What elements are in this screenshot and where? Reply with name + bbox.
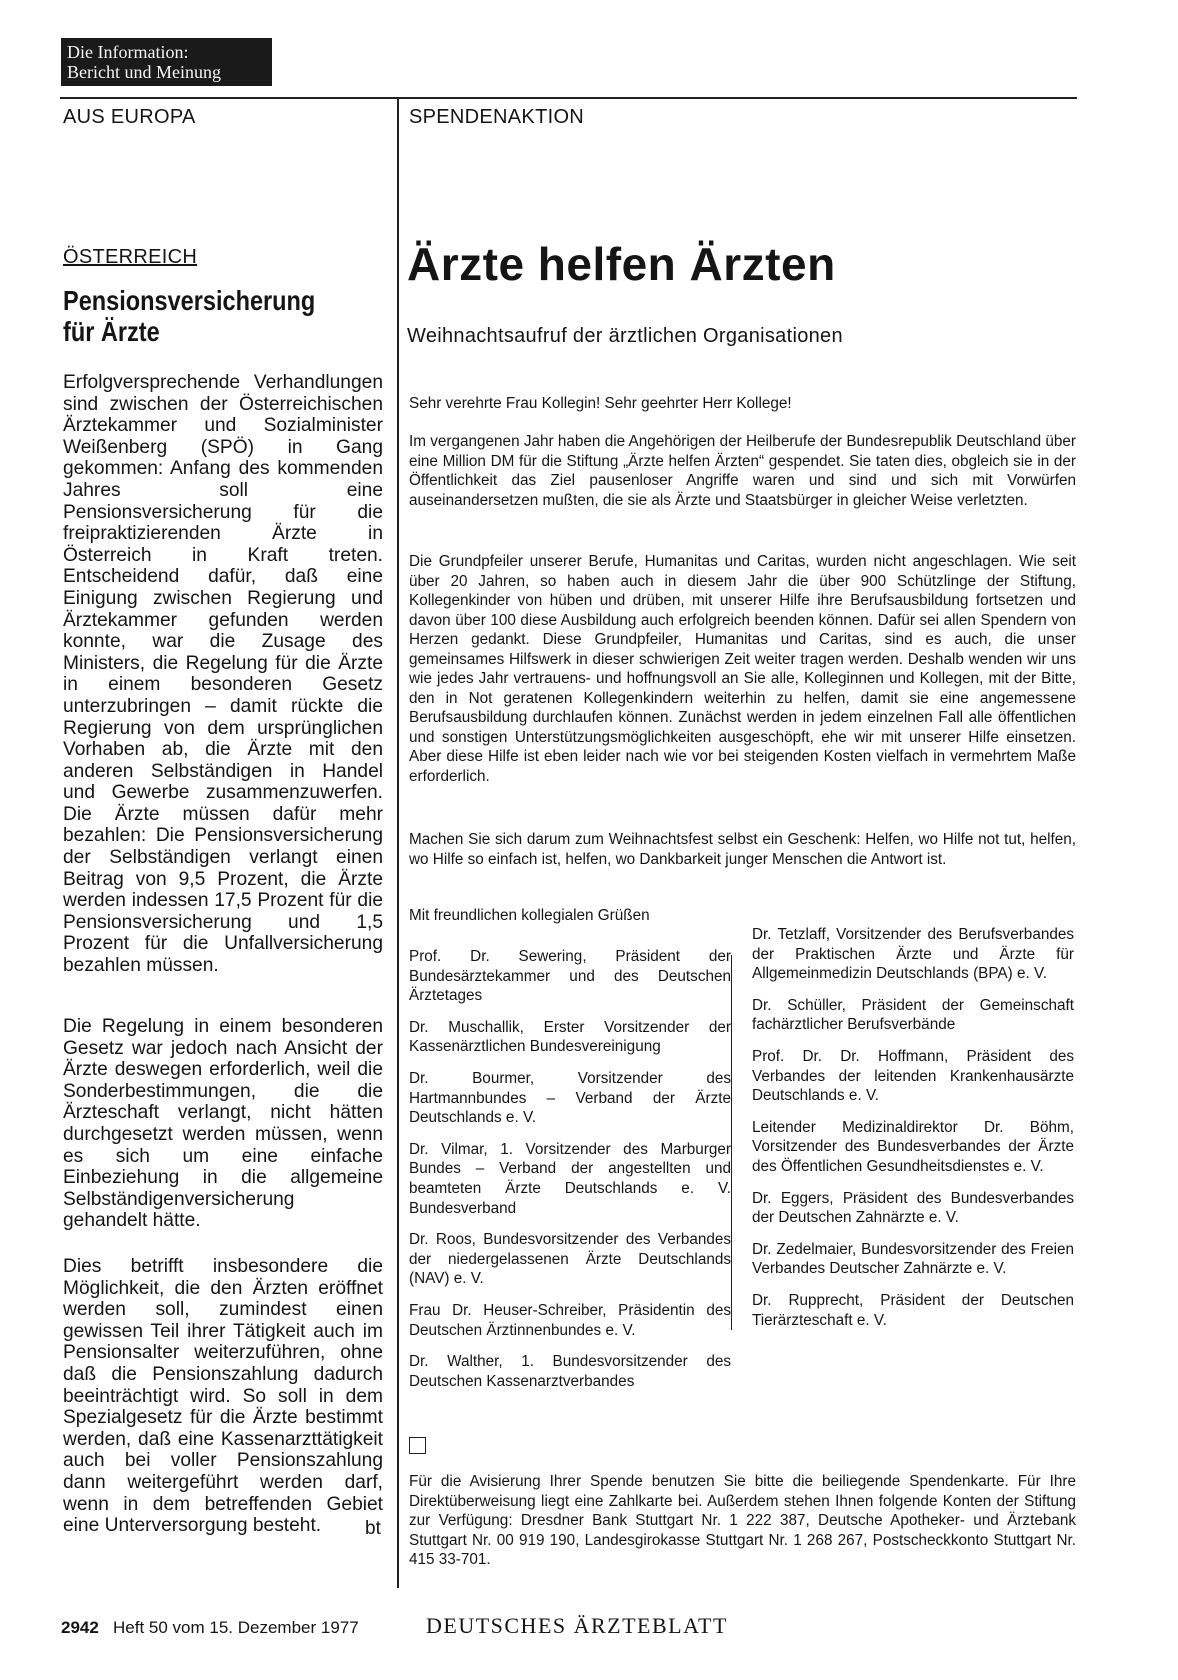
left-paragraph-2: Die Regelung in einem besonderen Gesetz war jedoch nach Ansicht der Ärzte deswegen erforderlich, weil die Sonderbestimmungen, die die Ärzteschaft verlangt, nicht hätten durchgesetzt werden müssen, wenn es sich um eine einfache Einbeziehung in die allgemeine Selbständigenversicherung gehandelt hätte. xyxy=(63,1016,383,1232)
checkbox-square xyxy=(409,1437,426,1454)
donation-note: Für die Avisierung Ihrer Spende benutzen Sie bitte die beiliegende Spendenkarte. Für Ihre Direktüberweisung liegt eine Zahlkarte bei. Außerdem stehen Ihnen folgende Konten der Stiftung zur Verfügung: Dresdner Bank Stuttgart Nr. 1 222 387, Deutsche Apotheker- und Ärztebank Stuttgart Nr. 00 919 190, Landesgirokasse Stuttgart Nr. 1 268 267, Postscheckkonto Stuttgart Nr. 415 33-701. xyxy=(409,1473,1076,1568)
signatories-right xyxy=(752,925,1074,1342)
right-paragraph-1: Im vergangenen Jahr haben die Angehörigen der Heilberufe der Bundesrepublik Deutschland über eine Million DM für die Stiftung „Ärzte helfen Ärzten“ gespendet. Sie taten dies, obgleich sie in der Öffentlichkeit das Ziel pausenloser Angriffe waren und sind und sich mit Vorwürfen auseinandersetzen mußten, die sie als Ärzte und Staatsbürger in gleicher Weise verletzten. xyxy=(409,433,1076,509)
column-divider xyxy=(397,98,399,1588)
journal-title: DEUTSCHES ÄRZTEBLATT xyxy=(426,1613,728,1638)
closing: Mit freundlichen kollegialen Grüßen xyxy=(409,907,650,924)
signatory: Prof. Dr. Dr. Hoffmann, Präsident des Verbandes der leitenden Krankenhausärzte Deutschlands e. V. xyxy=(752,1047,1074,1105)
left-headline xyxy=(63,285,332,347)
section-badge xyxy=(61,38,272,86)
right-subtitle: Weihnachtsaufruf der ärztlichen Organisationen xyxy=(407,325,843,347)
left-headline-line-2: für Ärzte xyxy=(63,316,160,347)
left-paragraph-3: Dies betrifft insbesondere die Möglichkeit, die den Ärzten eröffnet werden soll, zumindest einen gewissen Teil ihrer Tätigkeit auch im Pensionsalter weiterzuführen, ohne daß die Pensionszahlung dadurch beeinträchtigt wird. So soll in dem Spezialgesetz für die Ärzte bestimmt werden, daß eine Kassenarzttätigkeit auch bei voller Pensionszahlung dann weitergeführt werden darf, wenn in dem betreffenden Gebiet eine Unterversorgung besteht. xyxy=(63,1256,383,1537)
signatory: Dr. Tetzlaff, Vorsitzender des Berufsverbandes der Praktischen Ärzte und Ärzte für Allgemeinmedizin Deutschlands (BPA) e. V. xyxy=(752,926,1074,983)
signatory: Dr. Roos, Bundesvorsitzender des Verbandes der niedergelassenen Ärzte Deutschlands (NAV) e. V. xyxy=(409,1231,731,1288)
signatory: Dr. Muschallik, Erster Vorsitzender der Kassenärztlichen Bundesvereinigung xyxy=(409,1018,731,1056)
left-section-label: AUS EUROPA xyxy=(63,106,196,128)
signatories-divider xyxy=(731,955,732,1330)
signatory: Dr. Eggers, Präsident des Bundesverbandes der Deutschen Zahnärzte e. V. xyxy=(752,1189,1074,1227)
right-headline: Ärzte helfen Ärzten xyxy=(407,238,836,290)
left-paragraph-1: Erfolgversprechende Verhandlungen sind zwischen der Österreichischen Ärztekammer und Sozialminister Weißenberg (SPÖ) in Gang gekommen: Anfang des kommenden Jahres soll eine Pensionsversicherung für die freipraktizierenden Ärzte in Österreich in Kraft treten. Entscheidend dafür, daß eine Einigung zwischen Regierung und Ärztekammer gefunden werden konnte, war die Zusage des Ministers, die Regelung für die Ärzte in einem besonderen Gesetz unterzubringen – damit rückte die Regierung von dem ursprünglichen Vorhaben ab, die Ärzte mit den anderen Selbständigen in Handel und Gewerbe zusammenzuwerfen. Die Ärzte müssen dafür mehr bezahlen: Die Pensionsversicherung der Selbständigen verlangt einen Beitrag von 9,5 Prozent, die Ärzte werden indessen 17,5 Prozent für die Pensionsversicherung und 1,5 Prozent für die Unfallversicherung bezahlen müssen. xyxy=(63,372,383,977)
issue-info: Heft 50 vom 15. Dezember 1977 xyxy=(113,1618,359,1637)
signatories-left xyxy=(409,947,731,1403)
badge-line-2: Bericht und Meinung xyxy=(67,62,221,82)
signatory: Dr. Schüller, Präsident der Gemeinschaft fachärztlicher Berufsverbände xyxy=(752,996,1074,1034)
badge-line-1: Die Information: xyxy=(67,42,189,62)
right-paragraph-2: Die Grundpfeiler unserer Berufe, Humanitas und Caritas, wurden nicht angeschlagen. Wie seit über 20 Jahren, so haben auch in diesem Jahr die über 900 Schützlinge der Stiftung, Kollegenkinder von hüben und drüben, mit unserer Hilfe ihre Berufsausbildung fortsetzen und davon über 100 diese Ausbildung auch erfolgreich beenden können. Dafür sei allen Spendern von Herzen gedankt. Diese Grundpfeiler, Humanitas und Caritas, sind es auch, die unser gemeinsames Hilfswerk in dieser schwierigen Zeit weiter tragen werden. Deshalb wenden wir uns wie jedes Jahr vertrauens- und hoffnungsvoll an Sie alle, Kolleginnen und Kollegen, mit der Bitte, den in Not geratenen Kollegenkindern weiterhin zu helfen, damit sie eine angemessene Berufsausbildung durchlaufen können. Zunächst werden in jedem einzelnen Fall alle öffentlichen und sonstigen Unterstützungsmöglichkeiten ausgeschöpft, ehe wir mit unserer Hilfe einsetzen. Aber diese Hilfe ist eben leider nach wie vor bei steigenden Kosten vielfach in vermehrtem Maße erforderlich. xyxy=(409,553,1076,785)
left-headline-line-1: Pensionsversicherung xyxy=(63,285,316,316)
signatory: Prof. Dr. Sewering, Präsident der Bundesärztekammer und des Deutschen Ärztetages xyxy=(409,948,731,1005)
signatory: Dr. Rupprecht, Präsident der Deutschen Tierärzteschaft e. V. xyxy=(752,1291,1074,1329)
signatory: Dr. Walther, 1. Bundesvorsitzender des Deutschen Kassenarztverbandes xyxy=(409,1353,731,1390)
right-section-label: SPENDENAKTION xyxy=(409,106,585,128)
author-signature: bt xyxy=(365,1518,381,1539)
signatory: Dr. Zedelmaier, Bundesvorsitzender des Freien Verbandes Deutscher Zahnärzte e. V. xyxy=(752,1240,1074,1278)
right-paragraph-3: Machen Sie sich darum zum Weihnachtsfest selbst ein Geschenk: Helfen, wo Hilfe not tut, helfen, wo Hilfe so einfach ist, helfen, wo Dankbarkeit junger Menschen die Antwort ist. xyxy=(409,831,1076,868)
signatory: Leitender Medizinaldirektor Dr. Böhm, Vorsitzender des Bundesverbandes der Ärzte des Öffentlichen Gesundheitsdienstes e. V. xyxy=(752,1118,1074,1175)
top-rule xyxy=(60,97,1077,99)
page-number: 2942 xyxy=(61,1618,99,1637)
region-label: ÖSTERREICH xyxy=(63,246,198,268)
signatory: Frau Dr. Heuser-Schreiber, Präsidentin des Deutschen Ärztinnenbundes e. V. xyxy=(409,1301,731,1339)
signatory: Dr. Bourmer, Vorsitzender des Hartmannbundes – Verband der Ärzte Deutschlands e. V. xyxy=(409,1069,731,1127)
signatory: Dr. Vilmar, 1. Vorsitzender des Marburger Bundes – Verband der angestellten und beamteten Ärzte Deutschlands e. V. Bundesverband xyxy=(409,1140,731,1217)
salutation: Sehr verehrte Frau Kollegin! Sehr geehrter Herr Kollege! xyxy=(409,395,792,412)
